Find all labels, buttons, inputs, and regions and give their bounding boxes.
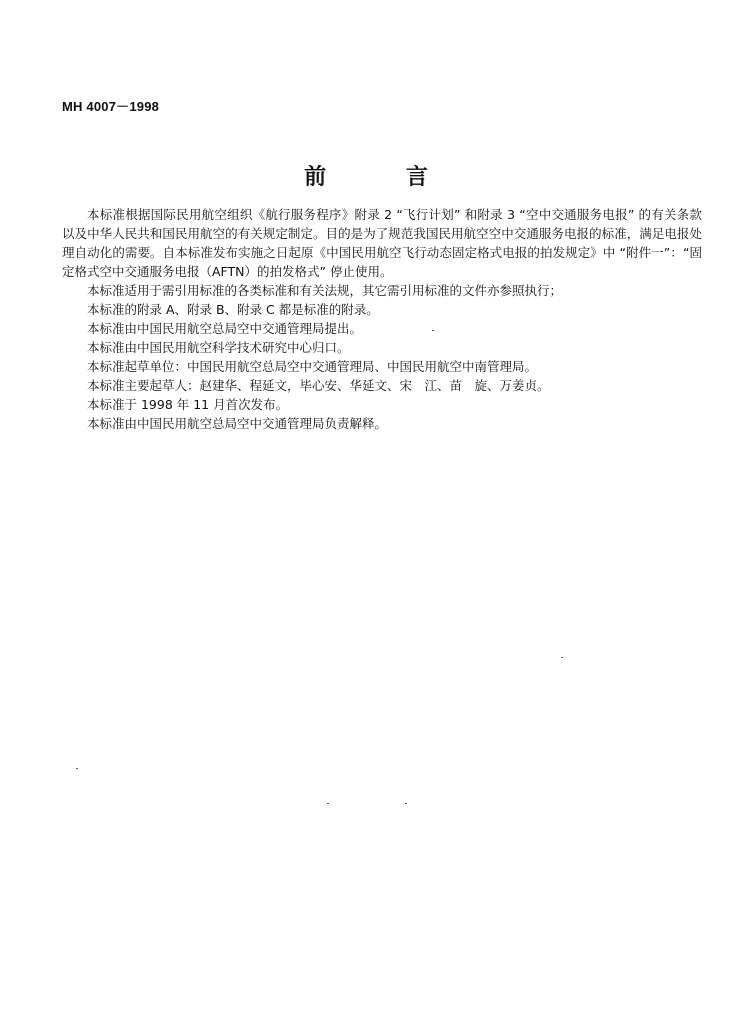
scan-speck — [327, 803, 329, 804]
paragraph-proposer: 本标准由中国民用航空总局空中交通管理局提出。 — [87, 321, 363, 336]
scan-speck — [405, 803, 407, 804]
standard-code: MH 4007－1998 — [62, 99, 160, 114]
paragraph-scope: 本标准适用于需引用标准的各类标准和有关法规，其它需引用标准的文件亦参照执行； — [87, 283, 563, 298]
paragraph-basis: 本标准根据国际民用航空组织《航行服务程序》附录 2 “飞行计划” 和附录 3 “空中交通服务电报” 的有关条款以及中华人民共和国民用航空的有关规定制定。目的是为了规范我国民用航空空中交通服务电报的标准，满足电报处理自动化的需要。自本标准发布实施之日起原《中国民用航空飞行动态固定格式电报的拍发规定》中 “附件一”：“固定格式空中交通服务电报（AFTN）的拍发格式” 停止使用。 — [62, 207, 702, 279]
scan-speck — [76, 768, 78, 769]
paragraph-drafters: 本标准主要起草人：赵建华、程延文，毕心安、华延文、宋 江、苗 旋、万姜贞。 — [87, 378, 550, 393]
paragraph-first-release: 本标准于 1998 年 11 月首次发布。 — [87, 397, 289, 412]
page-title: 前 言 — [304, 165, 464, 190]
paragraph-appendices: 本标准的附录 A、附录 B、附录 C 都是标准的附录。 — [87, 302, 379, 317]
document-body — [62, 205, 702, 433]
scan-speck — [432, 330, 434, 331]
paragraph-drafting-units: 本标准起草单位：中国民用航空总局空中交通管理局、中国民用航空中南管理局。 — [87, 359, 538, 374]
paragraph-administrator: 本标准由中国民用航空科学技术研究中心归口。 — [87, 340, 350, 355]
scan-speck — [561, 657, 563, 658]
paragraph-interpretation: 本标准由中国民用航空总局空中交通管理局负责解释。 — [87, 416, 388, 431]
